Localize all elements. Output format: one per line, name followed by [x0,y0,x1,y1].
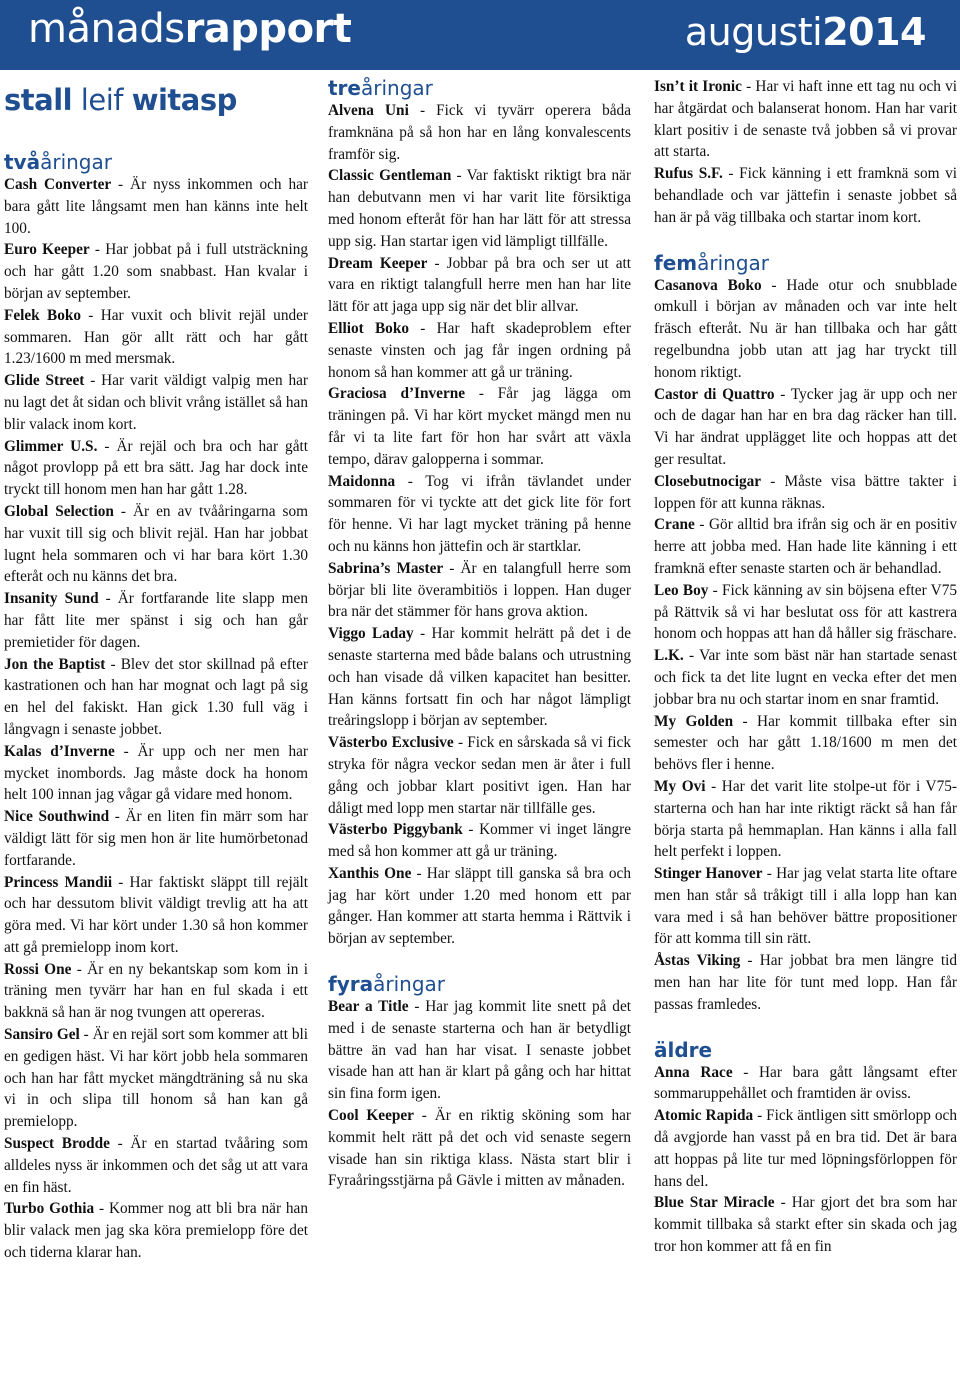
horse-comment: - Fick känning i ett framknä som vi behandlade och var jättefin i senaste jobbet så han är på väg tillbaka och startar inom kort. [654,165,957,226]
horse-comment: - Är en talangfull herre som börjar bli lite överambitiös i loppen. Han duger bra när det stämmer för hans grova aktion. [328,559,631,621]
horse-comment: - Har faktiskt släppt till rejält och har dessutom blivit väldigt trevlig att ha att göra med. Vi har kört under 1.30 så hon kommer att gå premielopp inom kort. [4,873,308,956]
horse-name: Crane [654,516,695,534]
horse-entry [4,654,308,741]
horse-entry [328,318,631,383]
horse-entry [4,872,308,959]
horse-entry [4,501,308,588]
section-heading-light: åringar [373,972,445,997]
horse-comment: - Var faktiskt riktigt bra när han debutvann men vi har varit lite försiktiga med honom efteråt för han har lätt för att stressa upp sig. Han startar igen vid lämpligt tillfälle. [328,167,631,250]
horse-comment: - Är fortfarande lite slapp men har fått lite mer spänst i sig och han går premietider för dagen. [4,590,308,651]
section-heading-bold: fem [654,250,698,275]
horse-name: Suspect Brodde [4,1135,110,1153]
horse-name: L.K. [654,647,684,665]
horse-name: Anna Race [654,1063,733,1081]
horse-entry [654,950,957,1015]
stable-title-part: leif [72,83,132,117]
horse-comment: - Har haft skadeproblem efter senaste vinsten och jag får ingen ordning på honom så han kommer att gå ur träning. [328,319,631,381]
horse-name: Bear a Title [328,998,409,1016]
horse-entry [654,163,957,228]
horse-comment: - Har släppt till ganska så bra och jag har kört under 1.20 med honom ett par gånger. Han kommer att starta hemma i Rättvik i början av september. [328,864,631,948]
horse-comment: - Har gjort det bra som har kommit tillbaka så starkt efter sin skada och jag tror hon kommer att få en fin [654,1194,957,1256]
page-header [0,0,960,70]
horse-comment: - Får jag lägga om träningen på. Vi har kört mycket mängd men nu får vi ta lite fart för hon har svårt att växla tempo, därav galopperna i sommar. [328,385,632,468]
section-heading-bold: fyra [328,972,374,997]
horse-name: Glimmer U.S. [4,437,98,455]
horse-entry [654,514,957,579]
section-heading-fyraaringar [328,972,631,996]
report-year: 2014 [822,10,926,54]
entry-list-tvaaringar [4,174,308,1264]
report-title [28,6,351,52]
horse-entry [654,1192,957,1257]
horse-entry [654,580,957,645]
horse-entry [654,1105,957,1192]
horse-entry [654,711,957,776]
horse-comment: - Hade otur och snubblade omkull i början av månaden och var inte helt fräsch efteråt. Nu är han tillbaka och har gått regelbundna jobb utan att jag har tryckt till honom riktigt. [654,276,957,381]
horse-entry [328,558,631,623]
horse-name: My Ovi [654,777,706,795]
horse-comment: - Har det varit lite stolpe-ut för i V75-starterna och han har inte riktigt räckt så han får börja starta på hemmaplan. Han känns i alla fall helt perfekt i loppen. [654,777,957,861]
horse-comment: - Har varit väldigt valpig men har nu lagt det åt sidan och blivit vrång istället så han blir valack inom kort. [4,372,308,433]
horse-entry [654,645,957,710]
horse-comment: - Har bara gått långsamt efter sommaruppehållet och framtiden är oviss. [654,1063,957,1103]
horse-entry [4,959,308,1024]
horse-name: Cool Keeper [328,1107,414,1125]
horse-entry [4,1024,308,1133]
entry-list-trearingar [328,100,631,950]
horse-name: Glide Street [4,372,85,390]
section-heading-tvaaringar [4,150,308,174]
column-1 [4,76,308,1264]
horse-comment: - Fick vi tyvärr operera båda framknäna på så hon har en lång konvalescents framför sig. [328,102,631,163]
horse-name: Princess Mandii [4,873,113,891]
horse-entry [4,1198,308,1263]
horse-entry [654,776,957,863]
horse-entry [4,370,308,435]
section-heading-femaringar [654,251,957,275]
horse-entry [328,1105,631,1192]
horse-entry [4,1133,308,1198]
horse-name: Alvena Uni [328,102,409,119]
stable-title-part: witasp [131,83,237,117]
horse-comment: - Är en av tvååringarna som har vuxit till sig och blivit rejäl. Han har jobbat lugnt hela sommaren och vi har bara kört 1.30 efteråt och nu känns det bra. [4,502,309,586]
horse-comment: - Är en ny bekantskap som kom in i träning men tyvärr har han en ful skada i ett bakknä så han är nog tvungen att opereras. [4,960,309,1022]
horse-name: Sansiro Gel [4,1026,80,1044]
horse-name: Felek Boko [4,306,81,324]
horse-name: Maidonna [328,472,396,490]
horse-comment: - Fick en sårskada så vi fick stryka för några veckor sedan men är åter i full gång och jobbar klart positivt igen. Han har dåligt med lopp men startar när tillfälle ges. [328,734,631,817]
horse-entry [328,623,631,732]
horse-name: Global Selection [4,502,114,520]
column-3 [654,76,957,1258]
horse-comment: - Kommer nog att bli bra när han blir valack men jag ska köra premielopp före det och tiderna klarar han. [4,1200,308,1262]
horse-entry [4,436,308,501]
horse-name: Classic Gentleman [328,167,452,185]
stable-title [4,82,308,118]
horse-comment: - Har jag velat starta lite oftare men han står så tråkigt till i alla lopp han kan vara med i så han behöver bättre propositioner för att komma till sin rätt. [654,865,957,948]
horse-entry [328,732,631,819]
horse-comment: - Har jobbat bra men längre tid men han har lite för tunt med lopp. Han får passas framledes. [654,952,958,1013]
report-month: augusti [684,10,823,54]
section-heading-aldre [654,1038,957,1062]
section-heading-bold: tre [328,76,361,100]
horse-name: Sabrina’s Master [328,559,444,577]
horse-name: Jon the Baptist [4,655,106,673]
horse-comment: - Blev det stor skillnad på efter kastrationen och han har mognat och lagt på sig en hel del fakiskt. Han gick 1.30 full väg i långvagn i senaste jobbet. [4,655,309,738]
horse-name: Elliot Boko [328,319,409,337]
entry-list-fyraaringar-cont [654,76,957,229]
horse-entry [328,996,631,1105]
horse-name: Isn’t it Ironic [654,78,742,95]
horse-comment: - Fick äntligen sitt smörlopp och då avgjorde han vasst på en bra tid. Det är bara att hoppas på lite tur med löpningsförloppen för hans del. [654,1107,957,1190]
horse-name: Nice Southwind [4,808,110,826]
horse-comment: - Jobbar på bra och ser ut att vara en riktigt talangfull herre men han har lite lätt för att jaga upp sig när det blir allvar. [328,254,631,316]
horse-name: Turbo Gothia [4,1200,95,1218]
stable-title-part: stall [4,83,73,117]
horse-comment: - Måste visa bättre takter i loppen för att kunna räknas. [654,472,957,512]
horse-comment: - Var inte som bäst när han startade senast och fick ta det lite lugnt en vecka efter det men jobbar bra nu och startar inom en snar framtid. [654,647,957,708]
horse-name: Leo Boy [654,581,709,599]
horse-comment: - Är en startad tvååring som alldeles nyss är inkommen och det såg ut att vara en fin häst. [4,1135,308,1196]
horse-name: Casanova Boko [654,276,762,294]
horse-comment: - Tog vi ifrån tävlandet under sommaren för vi tyckte att det gick lite för fort för henne. Vi har lagt mycket träning på henne och nu känns hon jättefin och är startklar. [328,472,631,555]
horse-comment: - Har kommit helrätt på det i de senaste starterna med både balans och utrustning och han visade då vilken kapacitet han besitter. Han känns fortsatt fin och har något lämpligt treåringslopp i början av september. [328,625,631,730]
horse-entry [328,100,631,165]
horse-entry [654,275,957,384]
horse-name: Kalas d’Inverne [4,742,115,760]
report-title-heavy: rapport [184,6,352,52]
horse-name: Västerbo Piggybank [328,821,463,839]
horse-entry [4,588,308,653]
horse-entry [4,741,308,806]
horse-name: Cash Converter [4,176,112,193]
horse-comment: - Tycker jag är upp och ner och de dagar han har en bra dag räcker han till. Vi har ändrat upplägget lite och hoppas att det ger resultat. [654,385,957,468]
horse-name: Viggo Laday [328,625,414,643]
horse-entry [4,239,308,304]
horse-name: My Golden [654,712,734,730]
horse-comment: - Har jobbat på i full utsträckning och har gått 1.20 som snabbast. Han kvalar i början av september. [4,241,308,302]
section-heading-bold: två [4,150,41,174]
horse-name: Åstas Viking [654,952,741,970]
horse-name: Closebutnocigar [654,472,762,490]
report-date [685,10,926,54]
horse-entry [4,305,308,370]
horse-name: Rossi One [4,960,72,978]
horse-comment: - Gör alltid bra ifrån sig och är en positiv herre att jobba med. Han hade lite känning i ett framknä efter senaste starten och är behandlad. [654,516,957,577]
horse-entry [328,471,631,558]
entry-list-fyraaringar [328,996,631,1192]
section-heading-light: åringar [40,150,112,174]
horse-entry [4,174,308,239]
column-2 [328,76,631,1192]
horse-comment: - Är nyss inkommen och har bara gått lite långsamt men han känns inte helt 100. [4,176,308,237]
horse-comment: - Har kommit tillbaka efter sin semester och har gått 1.18/1600 m men det behövs fler i henne. [654,712,957,774]
horse-name: Xanthis One [328,864,412,882]
horse-entry [654,471,957,515]
horse-comment: - Har vuxit och blivit rejäl under sommaren. Han gör allt rätt och har gått 1.23/1600 m med mersmak. [4,306,309,368]
horse-entry [328,383,631,470]
horse-name: Stinger Hanover [654,865,763,883]
section-heading-bold: äldre [654,1037,713,1062]
entry-list-aldre [654,1062,957,1258]
horse-comment: - Har vi haft inne ett tag nu och vi har åtgärdat och balanserat honom. Han har varit klart positiv i de senaste två jobben så vi provar att starta. [654,78,957,161]
horse-entry [4,806,308,871]
horse-comment: - Är upp och ner men har mycket inombords. Jag måste dock ha honom helt 100 innan jag vågar gå vidare med honom. [4,742,308,804]
horse-comment: - Kommer vi inget längre med så hon kommer att gå ur träning. [328,821,631,861]
horse-entry [328,819,631,863]
horse-entry [654,863,957,950]
horse-entry [328,863,631,950]
horse-name: Dream Keeper [328,254,428,272]
horse-name: Euro Keeper [4,241,90,259]
report-title-light: månads [28,6,185,52]
horse-entry [654,76,957,163]
horse-comment: - Är en rejäl sort som kommer att bli en gedigen häst. Vi har kört jobb hela sommaren och han har fått mycket mängdträning så nu ska vi in och slipa till honom så han kan gå premielopp. [4,1026,309,1131]
horse-comment: - Är en riktig sköning som har kommit helt rätt på det och vid senaste segern visade han sin riktiga klass. Nästa start blir i Fyraåringsstjärna på Gävle i mitten av månaden. [328,1107,632,1190]
horse-name: Insanity Sund [4,590,99,608]
horse-name: Västerbo Exclusive [328,734,454,752]
horse-comment: - Har jag kommit lite snett på det med i de senaste starterna och han är betydligt bättre än vad han har visat. I senaste jobbet visade han att han är klart på gång och har hittat sin fina form igen. [328,998,631,1103]
horse-name: Graciosa d’Inverne [328,385,466,403]
horse-comment: - Är rejäl och bra och har gått något provlopp på ett bra sätt. Jag har dock inte tryckt till honom men han har gått 1.28. [4,437,308,499]
section-heading-light: åringar [361,76,433,100]
horse-name: Blue Star Miracle [654,1194,775,1212]
horse-entry [654,1062,957,1106]
entry-list-femaringar [654,275,957,1016]
horse-entry [328,165,631,252]
horse-entry [654,384,957,471]
section-heading-light: åringar [697,250,769,275]
horse-entry [328,253,631,318]
horse-name: Atomic Rapida [654,1107,754,1125]
horse-comment: - Fick känning av sin böjsena efter V75 på Rättvik så vi har beslutat oss för att kastrera honom och hoppas att han då håller sig fräschare. [654,581,958,643]
horse-name: Rufus S.F. [654,165,723,183]
horse-comment: - Är en liten fin märr som har väldigt lätt för sig men hon är lite humörbetonad fortfarande. [4,808,309,869]
horse-name: Castor di Quattro [654,385,775,403]
section-heading-trearingar [328,76,631,100]
